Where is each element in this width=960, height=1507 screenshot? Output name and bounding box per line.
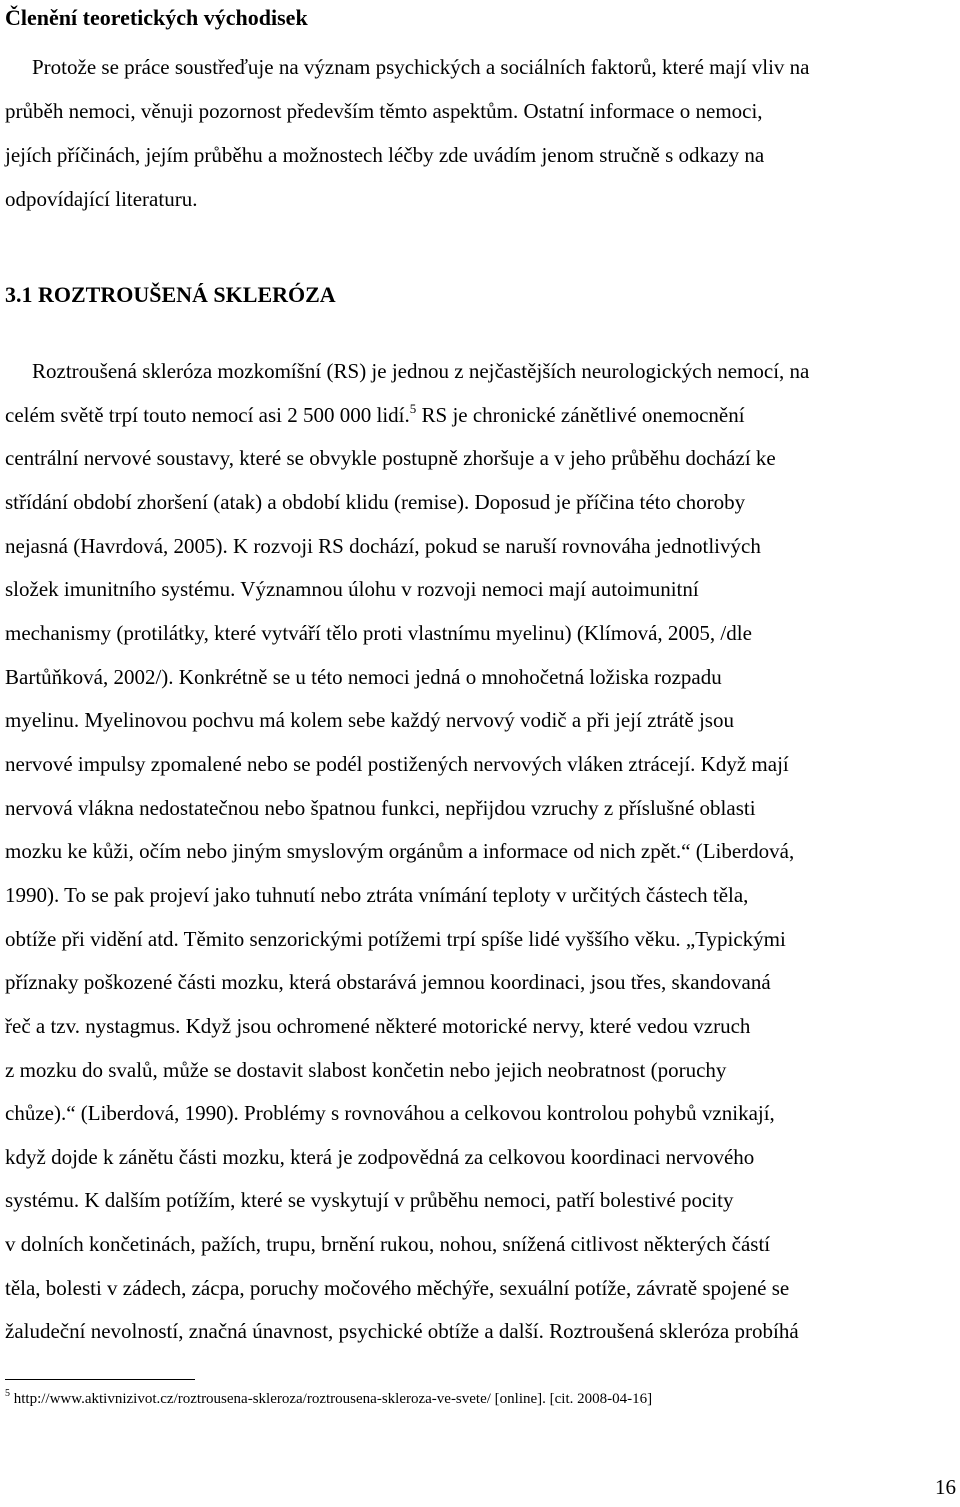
- intro-line: jejích příčinách, jejím průběhu a možnostech léčby zde uvádím jenom stručně s odkazy na: [5, 143, 765, 167]
- body-line: z mozku do svalů, může se dostavit slabost končetin nebo jejich neobratnost (poruchy: [5, 1057, 727, 1082]
- body-line: Roztroušená skleróza mozkomíšní (RS) je jednou z nejčastějších neurologických nemocí, na: [32, 359, 810, 383]
- body-line: střídání období zhoršení (atak) a období klidu (remise). Doposud je příčina této choroby: [5, 489, 746, 514]
- body-line: nervová vlákna nedostatečnou nebo špatnou funkci, nepřijdou vzruchy z příslušné oblasti: [5, 795, 756, 820]
- footnote-reference[interactable]: 5: [409, 400, 417, 416]
- body-line: obtíže při vidění atd. Těmito senzorickými potížemi trpí spíše lidé vyššího věku. „Typickými: [5, 926, 786, 951]
- body-line: těla, bolesti v zádech, zácpa, poruchy močového měchýře, sexuální potíže, závratě spojené se: [5, 1275, 790, 1300]
- body-line: příznaky poškozené části mozku, která obstarává jemnou koordinaci, jsou třes, skandovaná: [5, 970, 771, 995]
- body-line: Bartůňková, 2002/). Konkrétně se u této nemoci jedná o mnohočetná ložiska rozpadu: [5, 664, 722, 689]
- section-title: Členění teoretických východisek: [5, 5, 308, 30]
- body-line: mozku ke kůži, očím nebo jiným smyslovým orgánům a informace od nich zpět.“ (Liberdová,: [5, 839, 795, 864]
- footnote: [5, 1389, 652, 1409]
- body-line: nejasná (Havrdová, 2005). K rozvoji RS dochází, pokud se naruší rovnováha jednotlivých: [5, 533, 761, 558]
- body-line: centrální nervové soustavy, které se obvykle postupně zhoršuje a v jeho průběhu dochází ke: [5, 446, 776, 471]
- footnote-separator: [5, 1379, 195, 1380]
- body-line: nervové impulsy zpomalené nebo se podél postižených nervových vláken ztrácejí. Když mají: [5, 751, 789, 776]
- body-paragraph: [5, 350, 958, 1354]
- body-line: žaludeční nevolností, značná únavnost, psychické obtíže a další. Roztroušená skleróza probíhá: [5, 1319, 799, 1344]
- body-line: myelinu. Myelinovou pochvu má kolem sebe každý nervový vodič a při její ztrátě jsou: [5, 708, 734, 733]
- intro-line: odpovídající literaturu.: [5, 187, 198, 211]
- body-line: 1990). To se pak projeví jako tuhnutí nebo ztráta vnímání teploty v určitých částech těla,: [5, 882, 749, 907]
- intro-line: průběh nemoci, věnuji pozornost především těmto aspektům. Ostatní informace o nemoci,: [5, 99, 763, 123]
- body-line: chůze).“ (Liberdová, 1990). Problémy s rovnováhou a celkovou kontrolou pohybů vznikají,: [5, 1101, 775, 1126]
- body-line: RS je chronické zánětlivé onemocnění: [416, 402, 745, 427]
- page-number: 16: [935, 1475, 956, 1499]
- body-line: mechanismy (protilátky, které vytváří tělo proti vlastnímu myelinu) (Klímová, 2005, /dle: [5, 620, 752, 645]
- footnote-text[interactable]: http://www.aktivnizivot.cz/roztrousena-skleroza/roztrousena-skleroza-ve-svete/ [online]. [cit. 2008-04-16]: [10, 1391, 653, 1407]
- intro-line: Protože se práce soustřeďuje na význam psychických a sociálních faktorů, které mají vliv na: [32, 55, 810, 79]
- body-line: v dolních končetinách, pažích, trupu, brnění rukou, nohou, snížená citlivost některých částí: [5, 1232, 771, 1257]
- body-line: když dojde k zánětu části mozku, která je zodpovědná za celkovou koordinaci nervového: [5, 1144, 755, 1169]
- body-line: řeč a tzv. nystagmus. Když jsou ochromené některé motorické nervy, které vedou vzruch: [5, 1013, 751, 1038]
- body-line: celém světě trpí touto nemocí asi 2 500 000 lidí.: [5, 402, 410, 427]
- intro-paragraph: [5, 45, 958, 221]
- chapter-heading: 3.1 ROZTROUŠENÁ SKLERÓZA: [5, 282, 336, 307]
- body-line: složek imunitního systému. Významnou úlohu v rozvoji nemoci mají autoimunitní: [5, 577, 699, 602]
- body-line: systému. K dalším potížím, které se vyskytují v průběhu nemoci, patří bolestivé pocity: [5, 1188, 734, 1213]
- footnote-marker: 5: [5, 1388, 10, 1399]
